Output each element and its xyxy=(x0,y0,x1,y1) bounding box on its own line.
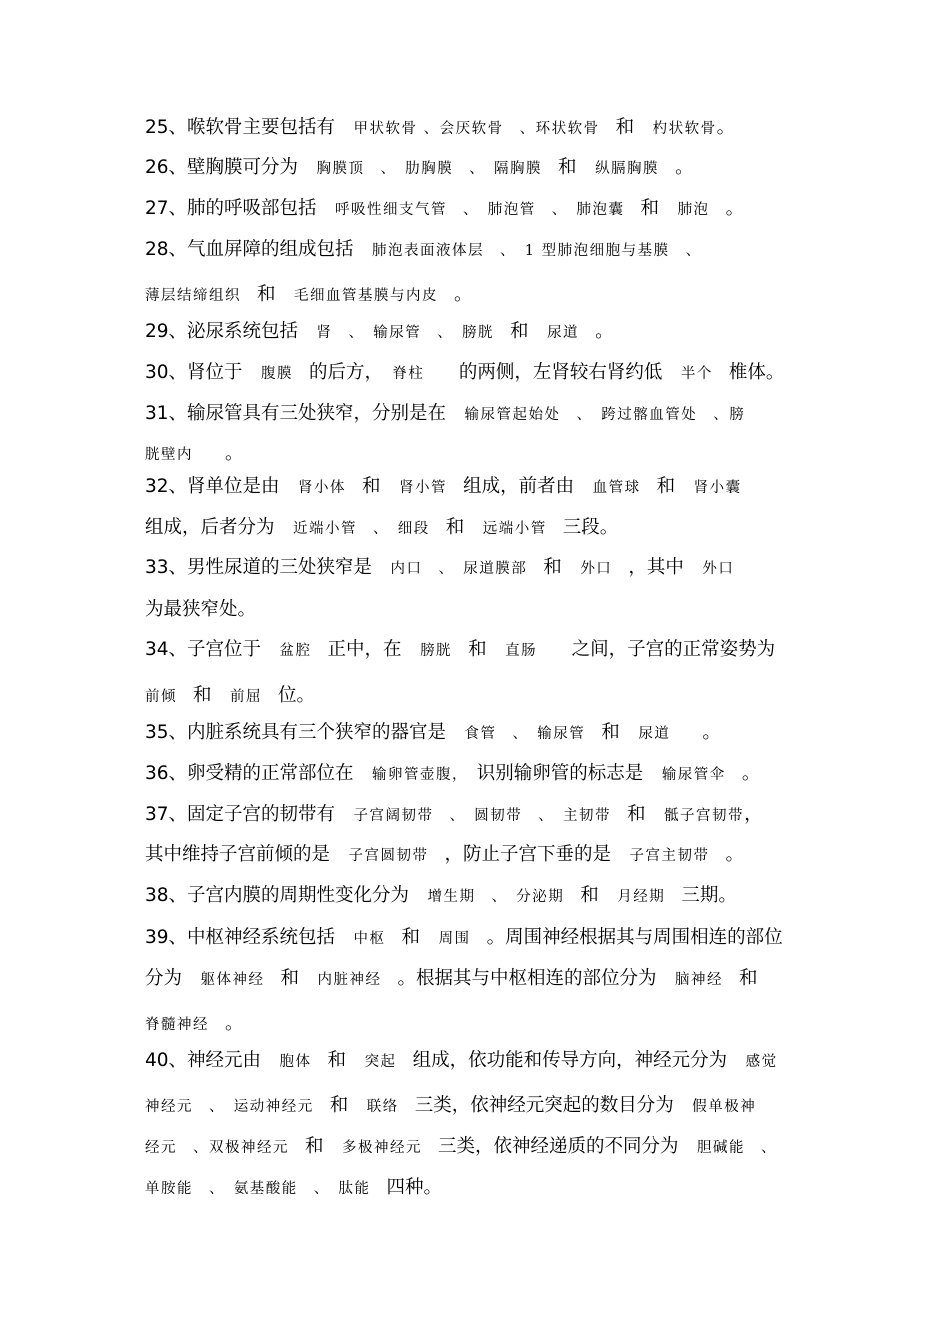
answer-text: 感觉 xyxy=(745,1054,778,1070)
answer-text: 肾 、 输尿管 、 膀胱 xyxy=(316,325,511,341)
text-line xyxy=(145,312,815,352)
text-line xyxy=(145,590,815,630)
text-line xyxy=(145,275,815,315)
answer-text: 脑神经 xyxy=(675,972,740,988)
answer-text: 脊柱 xyxy=(392,366,441,382)
answer-text: 突起 xyxy=(364,1054,413,1070)
text-line xyxy=(145,394,815,434)
question-text: 26、壁胸膜可分为 xyxy=(145,157,317,178)
question-text: 和 xyxy=(327,1050,365,1071)
answer-text: 脊髓神经 xyxy=(145,1017,225,1033)
question-text: 和 xyxy=(510,321,548,342)
text-line xyxy=(145,1168,815,1208)
text-line xyxy=(145,1127,815,1167)
question-text: 。 xyxy=(225,1013,244,1034)
answer-text: 神经元 、 运动神经元 xyxy=(145,1099,330,1115)
text-line xyxy=(145,108,815,148)
question-text: 和 xyxy=(615,117,653,138)
question-text: 的两侧，左肾较右肾约低 xyxy=(440,362,681,383)
text-line xyxy=(145,630,815,670)
question-text: 正中，在 xyxy=(327,639,421,660)
question-text: 。 xyxy=(716,117,736,138)
answer-text: 膀胱 xyxy=(420,643,469,659)
question-text: 和 xyxy=(558,157,596,178)
answer-text: 直肠 xyxy=(505,643,554,659)
answer-text: 单胺能 、 氨基酸能 、 肽能 xyxy=(145,1181,387,1197)
question-text: 25、喉软骨主要包括有 xyxy=(145,117,354,138)
answer-text: 输尿管起始处 、 跨过髂血管处 、膀 xyxy=(464,407,746,423)
answer-text: 胞体 xyxy=(279,1054,328,1070)
answer-text: 内脏神经 xyxy=(317,972,398,988)
question-text: 30、肾位于 xyxy=(145,362,262,383)
answer-text: 肾小体 xyxy=(298,480,363,496)
question-text: 34、子宫位于 xyxy=(145,639,280,660)
question-text: 组成，依功能和传导方向，神经元分为 xyxy=(412,1050,746,1071)
answer-text: 子宫主韧带 xyxy=(629,848,726,864)
question-text: 39、中枢神经系统包括 xyxy=(145,927,354,948)
answer-text: 增生期 、 分泌期 xyxy=(427,889,581,905)
question-text: 椎体。 xyxy=(728,362,785,383)
question-text: 其中维持子宫前倾的是 xyxy=(145,844,349,865)
answer-text: 尿道 xyxy=(547,325,596,341)
question-text: ， xyxy=(744,804,763,825)
question-text: 40、神经元由 xyxy=(145,1050,280,1071)
answer-text: 胆碱能 、 xyxy=(697,1140,778,1156)
question-text: 。 xyxy=(741,763,761,784)
question-text: 为最狭窄处。 xyxy=(145,599,257,620)
question-text: 和 xyxy=(580,885,618,906)
answer-text: 假单极神 xyxy=(692,1099,757,1115)
text-line xyxy=(145,795,815,835)
answer-text: 联络 xyxy=(366,1099,415,1115)
question-text: 35、内脏系统具有三个狭窄的器官是 xyxy=(145,722,465,743)
answer-text: 远端小管 xyxy=(482,521,563,537)
question-text: 。 xyxy=(725,198,745,219)
question-text: 27、肺的呼吸部包括 xyxy=(145,198,336,219)
text-line xyxy=(145,230,815,270)
question-text: 和 xyxy=(401,927,439,948)
question-text: 和 xyxy=(305,1136,343,1157)
text-line xyxy=(145,148,815,188)
question-text: 和 xyxy=(640,198,678,219)
answer-text: 外口 xyxy=(702,561,735,577)
text-line xyxy=(145,1004,815,1044)
answer-text: 子宫阔韧带 、 圆韧带 、 主韧带 xyxy=(353,808,628,824)
answer-text: 经元 、双极神经元 xyxy=(145,1140,305,1156)
answer-text: 食管 、 输尿管 xyxy=(464,726,602,742)
question-text: 28、气血屏障的组成包括 xyxy=(145,239,373,260)
question-text: 和 xyxy=(601,722,639,743)
answer-text: 尿道 xyxy=(638,726,703,742)
answer-text: 肺泡表面液体层 、 1 型肺泡细胞与基膜 、 xyxy=(372,243,702,259)
question-text: 三类，依神经元突起的数目分为 xyxy=(414,1095,693,1116)
question-text: 三类，依神经递质的不同分为 xyxy=(438,1136,698,1157)
answer-text: 输尿管伞 xyxy=(661,767,742,783)
question-text: 38、子宫内膜的周期性变化分为 xyxy=(145,885,428,906)
question-text: 31、输尿管具有三处狭窄，分别是在 xyxy=(145,403,465,424)
question-text: 和 xyxy=(445,517,483,538)
answer-text: 血管球 xyxy=(592,480,657,496)
answer-text: 外口 xyxy=(580,561,629,577)
question-text: 和 xyxy=(543,557,581,578)
question-text: 识别输卵管的标志是 xyxy=(476,763,662,784)
text-line xyxy=(145,353,815,393)
question-text: ，防止子宫下垂的是 xyxy=(444,844,630,865)
answer-text: 甲状软骨 、会厌软骨 、环状软骨 xyxy=(353,121,616,137)
answer-text: 月经期 xyxy=(617,889,682,905)
question-text: 。周围神经根据其与周围相连的部位 xyxy=(486,927,783,948)
question-text: 。 xyxy=(702,722,721,743)
question-text: 。 xyxy=(725,844,745,865)
question-text: 和 xyxy=(280,968,318,989)
answer-text: 多极神经元 xyxy=(342,1140,439,1156)
answer-text: 盆腔 xyxy=(279,643,328,659)
question-text: 和 xyxy=(656,476,694,497)
answer-text: 杓状软骨 xyxy=(652,121,717,137)
answer-text: 前屈 xyxy=(230,689,279,705)
text-line xyxy=(145,676,815,716)
answer-text: 骶子宫韧带 xyxy=(664,808,745,824)
question-text: 四种。 xyxy=(386,1177,443,1198)
question-text: 组成，后者分为 xyxy=(145,517,294,538)
question-text: 36、卵受精的正常部位在 xyxy=(145,763,373,784)
answer-text: 薄层结缔组织 xyxy=(145,288,257,304)
question-text: 32、肾单位是由 xyxy=(145,476,299,497)
answer-text: 毛细血管基膜与内皮 xyxy=(294,288,455,304)
question-text: 和 xyxy=(193,685,231,706)
text-line xyxy=(145,959,815,999)
answer-text: 肺泡 xyxy=(677,202,726,218)
question-text: 37、固定子宫的韧带有 xyxy=(145,804,354,825)
text-line xyxy=(145,189,815,229)
question-text: 位。 xyxy=(278,685,316,706)
answer-text: 内口 、 尿道膜部 xyxy=(390,561,544,577)
question-text: 。 xyxy=(225,443,244,464)
question-text: 三段。 xyxy=(562,517,619,538)
answer-text: 肾小管 xyxy=(399,480,464,496)
text-line xyxy=(145,876,815,916)
question-text: 和 xyxy=(468,639,506,660)
question-text: 和 xyxy=(739,968,758,989)
question-text: 。 xyxy=(675,157,694,178)
answer-text: 纵膈胸膜 xyxy=(595,161,676,177)
question-text: 和 xyxy=(627,804,665,825)
text-line xyxy=(145,754,815,794)
text-line xyxy=(145,1086,815,1126)
text-line xyxy=(145,508,815,548)
answer-text: 呼吸性细支气管 、 肺泡管 、 肺泡囊 xyxy=(335,202,641,218)
text-line xyxy=(145,713,815,753)
answer-text: 胸膜顶 、 肋胸膜 、 隔胸膜 xyxy=(316,161,559,177)
question-text: 和 xyxy=(257,284,295,305)
answer-text: 躯体神经 xyxy=(200,972,281,988)
question-text: 的后方， xyxy=(309,362,393,383)
question-text: ，其中 xyxy=(628,557,703,578)
answer-text: 周围 xyxy=(438,931,487,947)
question-text: 33、男性尿道的三处狭窄是 xyxy=(145,557,391,578)
answer-text: 前倾 xyxy=(145,689,193,705)
question-text: 组成，前者由 xyxy=(463,476,593,497)
text-line xyxy=(145,835,815,875)
question-text: 和 xyxy=(329,1095,367,1116)
text-line xyxy=(145,548,815,588)
answer-text: 近端小管 、 细段 xyxy=(293,521,446,537)
answer-text: 肾小囊 xyxy=(693,480,742,496)
question-text: 分为 xyxy=(145,968,201,989)
answer-text: 胱壁内 xyxy=(145,447,225,463)
question-text: 。 xyxy=(454,284,473,305)
question-text: 。根据其与中枢相连的部位分为 xyxy=(397,968,676,989)
question-text: 29、泌尿系统包括 xyxy=(145,321,317,342)
text-line xyxy=(145,467,815,507)
question-text: 和 xyxy=(362,476,400,497)
question-text: 之间，子宫的正常姿势为 xyxy=(553,639,776,660)
answer-text: 中枢 xyxy=(353,931,402,947)
text-line xyxy=(145,918,815,958)
answer-text: 子宫圆韧带 xyxy=(348,848,445,864)
question-text: 三期。 xyxy=(681,885,737,906)
text-line xyxy=(145,1041,815,1081)
answer-text: 输卵管壶腹， xyxy=(372,767,477,783)
question-text: 。 xyxy=(595,321,614,342)
answer-text: 腹膜 xyxy=(261,366,310,382)
answer-text: 半个 xyxy=(680,366,729,382)
